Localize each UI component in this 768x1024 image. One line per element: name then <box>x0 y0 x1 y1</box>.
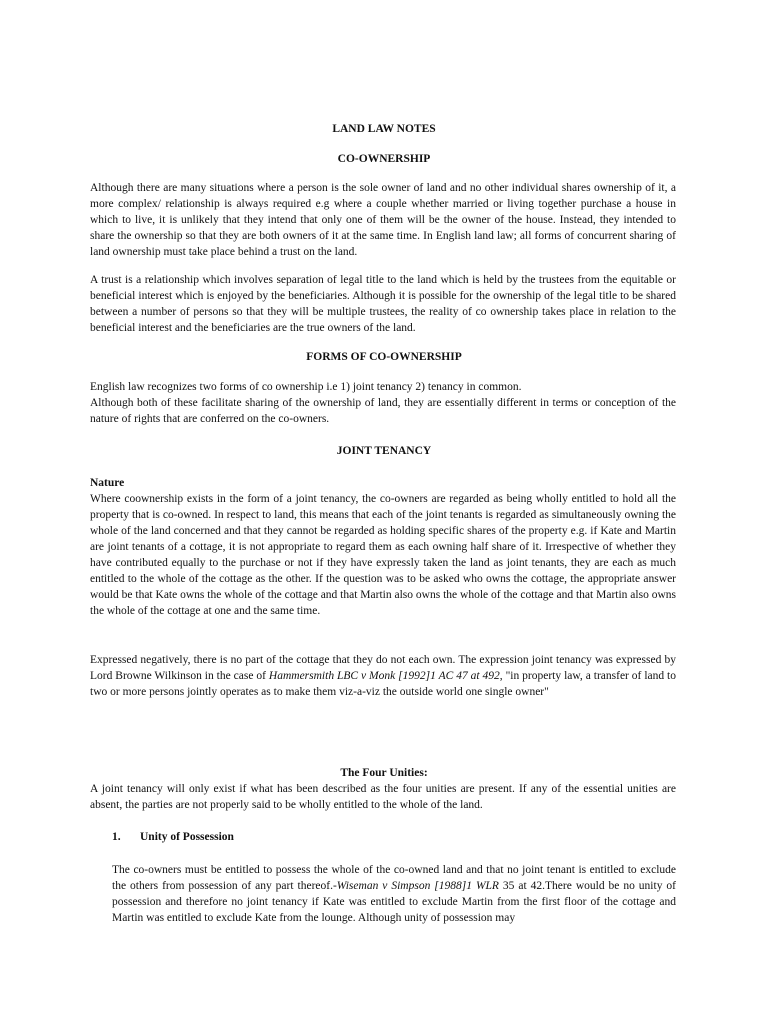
unity-possession-text-b: 35 at 42.There would be no unity of possession and therefore no joint tenancy if Kate was entitled to exclude Martin from the first floor of the cottage and Martin was entitled to exclude Kate from the lounge. Although unity of possession may <box>112 880 676 924</box>
section-heading-four-unities: The Four Unities: <box>340 767 428 779</box>
list-number: 1. <box>112 831 121 843</box>
unity-possession-paragraph <box>112 862 676 926</box>
unity-possession-label: Unity of Possession <box>140 831 234 843</box>
document-title: LAND LAW NOTES <box>332 123 436 135</box>
case-citation-hammersmith: Hammersmith LBC v Monk [1992]1 AC 47 at 492 <box>268 670 500 682</box>
intro-paragraph-1: Although there are many situations where a person is the sole owner of land and no other individual shares ownership of it, a more complex/ relationship is always required e.g where a couple whether married or living together purchase a house in which to live, it is unlikely that they intend that only one of them will be the owner of the house. Instead, they intended to share the ownership so that they are both owners of it at the same time. In English land law; all forms of concurrent sharing of land ownership must take place behind a trust on the land. <box>90 182 676 258</box>
nature-paragraph-2 <box>90 652 676 700</box>
section-heading-forms: FORMS OF CO-OWNERSHIP <box>306 351 462 363</box>
section-heading-joint-tenancy: JOINT TENANCY <box>336 445 432 457</box>
intro-paragraph-2: A trust is a relationship which involves separation of legal title to the land which is held by the trustees from the equitable or beneficial interest which is enjoyed by the beneficiaries. Although it is possible for the ownership of the legal title to be shared between a number of persons so that they will be multiple trustees, the reality of co ownership takes place in relation to the beneficial interest and the beneficiaries are the true owners of the land. <box>90 274 676 334</box>
unity-possession-text-a: The co-owners must be entitled to possess the whole of the co-owned land and that no joint tenant is entitled to exclude the others from possession of any part thereof.- <box>112 864 676 892</box>
section-heading-co-ownership: CO-OWNERSHIP <box>337 153 431 165</box>
nature-paragraph-2-text-b: , "in property law, a transfer of land to two or more persons jointly operates as to make them viz-a-viz the outside world one single owner" <box>90 670 676 698</box>
unities-paragraph-1: A joint tenancy will only exist if what has been described as the four unities are present. If any of the essential unities are absent, the parties are not properly said to be wholly entitled to the whole of the land. <box>90 783 676 811</box>
nature-paragraph-2-text-a: Expressed negatively, there is no part of the cottage that they do not each own. The expression joint tenancy was expressed by Lord Browne Wilkinson in the case of <box>90 654 676 682</box>
forms-paragraph-1: English law recognizes two forms of co ownership i.e 1) joint tenancy 2) tenancy in common. <box>90 381 522 393</box>
nature-heading: Nature <box>90 477 125 489</box>
nature-paragraph-1: Where coownership exists in the form of a joint tenancy, the co-owners are regarded as being wholly entitled to hold all the property that is co-owned. In respect to land, this means that each of the joint tenants is regarded as simultaneously owning the whole of the land concerned and that they cannot be regarded as holding specific shares of the property e.g. if Kate and Martin are joint tenants of a cottage, it is not appropriate to regard them as each owning half share of it. Irrespective of whether they have contributed equally to the purchase or not if they have expressly taken the land as joint tenants, they are each as much entitled to the whole of the cottage as the other. If the question was to be asked who owns the cottage, the appropriate answer would be that Kate owns the whole of the cottage and that Martin also owns the whole of the cottage and that Martin also owns the whole of the cottage at one and the same time. <box>90 493 676 617</box>
unity-possession-heading <box>112 830 234 844</box>
case-citation-wiseman: Wiseman v Simpson [1988]1 WLR <box>336 880 499 892</box>
forms-paragraph-2: Although both of these facilitate sharing of the ownership of land, they are essentially different in terms or conception of the nature of rights that are conferred on the co-owners. <box>90 397 676 425</box>
